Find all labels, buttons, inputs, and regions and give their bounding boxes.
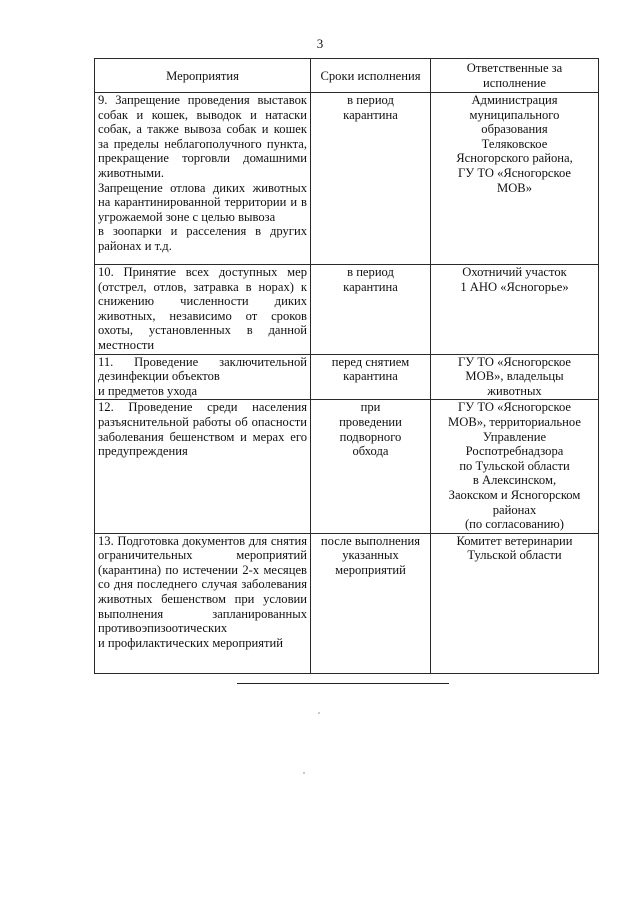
responsible-cell: ГУ ТО «Ясногорское МОВ», территориальное Управление Роспотребнадзора по Тульской области в Алексинском, Заокском и Ясногорском районах (по согласованию): [431, 400, 599, 533]
end-of-document-line: [237, 683, 449, 684]
responsible-cell: Охотничий участок 1 АНО «Ясногорье»: [431, 265, 599, 355]
action-cell: 10. Принятие всех доступных мер (отстрел, отлов, затравка в норах) к снижению численности диких животных, независимо от сроков охоты, установленных в данной местности: [95, 265, 311, 355]
deadline-cell: после выполнения указанных мероприятий: [311, 533, 431, 673]
responsible-cell: ГУ ТО «Ясногорское МОВ», владельцы животных: [431, 354, 599, 400]
action-cell: 13. Подготовка документов для снятия ограничительных мероприятий (карантина) по истечении 2-х месяцев со дня последнего случая заболевания животных бешенством при условии выполнения запланированных противоэпизоотических и профилактических мероприятий: [95, 533, 311, 673]
scan-speck: [303, 772, 305, 774]
header-responsible: Ответственные за исполнение: [431, 59, 599, 93]
table-row: [95, 354, 599, 400]
responsible-cell: Комитет ветеринарии Тульской области: [431, 533, 599, 673]
action-cell: 9. Запрещение проведения выставок собак и кошек, выводок и натаски собак, а также вывоза собак и кошек за пределы неблагополучного пункта, прекращение торговли домашними животными. Запрещение отлова диких животных на карантинированной территории и в угрожаемой зоне с целью вывоза в зоопарки и расселения в других районах и т.д.: [95, 93, 311, 265]
scan-speck: [318, 712, 320, 714]
responsible-cell: Администрация муниципального образования Теляковское Ясногорского района, ГУ ТО «Ясногорское МОВ»: [431, 93, 599, 265]
page-number: 3: [316, 36, 324, 51]
table-row: [95, 265, 599, 355]
table-row: [95, 533, 599, 673]
action-cell: 11. Проведение заключительной дезинфекции объектов и предметов ухода: [95, 354, 311, 400]
measures-table: [94, 58, 599, 674]
table-row: [95, 400, 599, 533]
deadline-cell: в период карантина: [311, 93, 431, 265]
deadline-cell: при проведении подворного обхода: [311, 400, 431, 533]
table-header-row: [95, 59, 599, 93]
deadline-cell: в период карантина: [311, 265, 431, 355]
header-activities: Мероприятия: [95, 59, 311, 93]
deadline-cell: перед снятием карантина: [311, 354, 431, 400]
table-row: [95, 93, 599, 265]
action-cell: 12. Проведение среди населения разъяснительной работы об опасности заболевания бешенством и мерах его предупреждения: [95, 400, 311, 533]
header-deadlines: Сроки исполнения: [311, 59, 431, 93]
